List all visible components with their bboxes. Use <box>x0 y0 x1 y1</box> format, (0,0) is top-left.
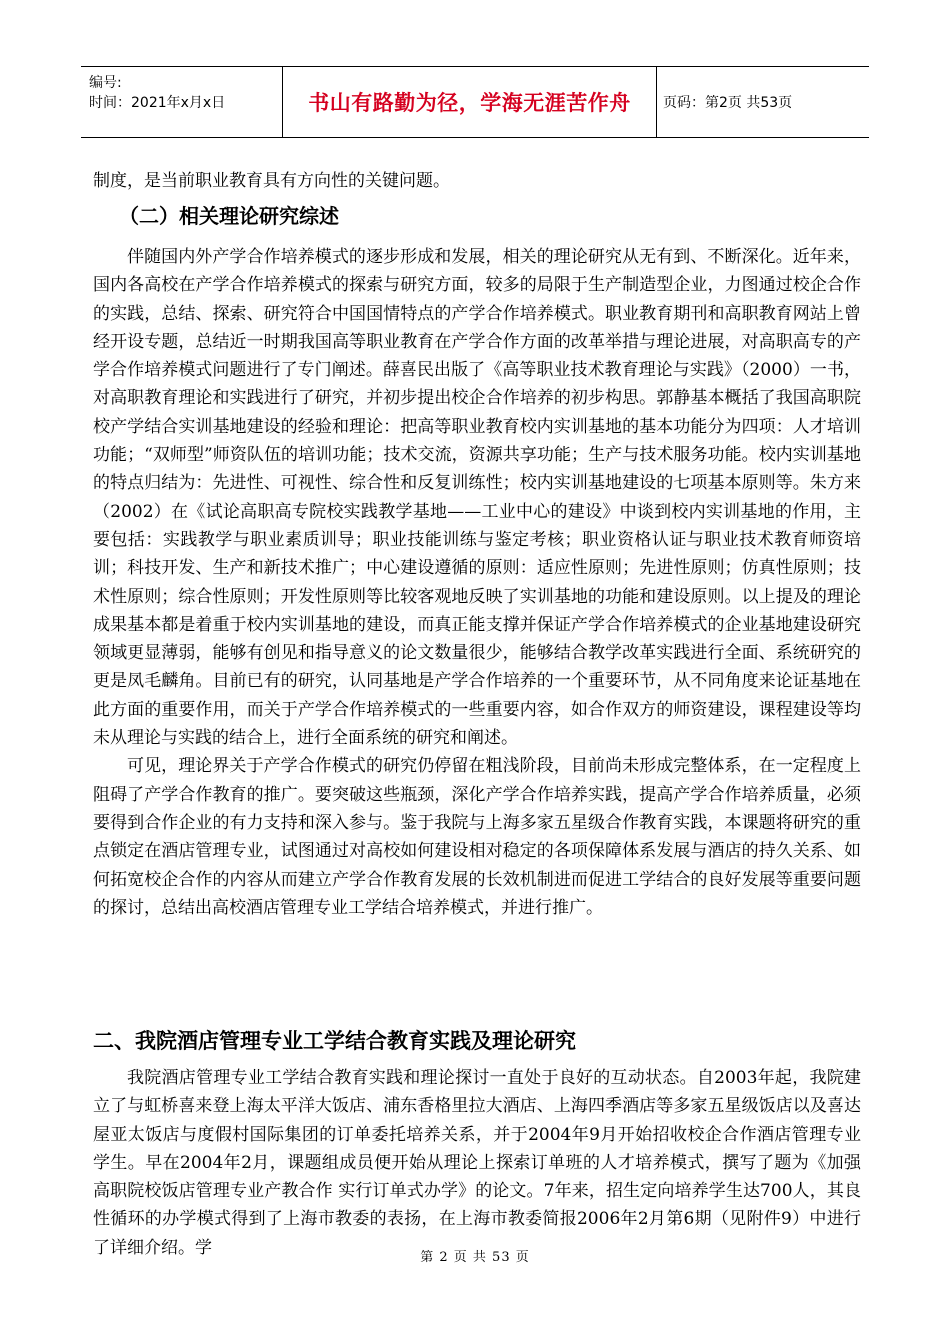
section-title: 二、我院酒店管理专业工学结合教育实践及理论研究 <box>93 1029 576 1053</box>
paragraph-conclusion: 可见，理论界关于产学合作模式的研究仍停留在粗浅阶段，目前尚未形成完整体系，在一定程度上阻碍了产学合作教育的推广。要突破这些瓶颈，深化产学合作培养实践，提高产学合作培养质量，必须要得到合作企业的有力支持和深入参与。鉴于我院与上海多家五星级合作教育实践，本课题将研究的重点锁定在酒店管理专业，试图通过对高校如何建设相对稳定的各项保障体系发展与酒店的持久关系、如何拓宽校企合作的内容从而建立产学合作教育发展的长效机制进而促进工学结合的良好发展等重要问题的探讨，总结出高校酒店管理专业工学结合培养模式，并进行推广。 <box>93 756 861 918</box>
paragraph-practice: 我院酒店管理专业工学结合教育实践和理论探讨一直处于良好的互动状态。自2003年起，我院建立了与虹桥喜来登上海太平洋大饭店、浦东香格里拉大酒店、上海四季酒店等多家五星级饭店以及喜达屋亚太饭店与度假村国际集团的订单委托培养关系，并于2004年9月开始招收校企合作酒店管理专业学生。早在2004年2月，课题组成员便开始从理论上探索订单班的人才培养模式，撰写了题为《加强高职院校饭店管理专业产教合作 实行订单式办学》的论文。7年来，招生定向培养学生达700人，其良性循环的办学模式得到了上海市教委的表扬，在上海市教委简报2006年2月第6期（见附件9）中进行了详细介绍。学 <box>93 1068 861 1258</box>
page-footer: 第 2 页 共 53 页 <box>420 1250 530 1265</box>
literature-review-block <box>93 243 861 922</box>
paragraph-continuation: 制度，是当前职业教育具有方向性的关键问题。 <box>93 171 450 191</box>
subsection-title: （二）相关理论研究综述 <box>119 204 339 228</box>
document-number-label: 编号: <box>89 75 122 91</box>
header-info-cell <box>81 67 283 137</box>
header-motto: 书山有路勤为径，学海无涯苦作舟 <box>283 67 657 137</box>
header-page-info: 页码：第2页 共53页 <box>663 95 793 111</box>
paragraph-literature-review: 伴随国内外产学合作培养模式的逐步形成和发展，相关的理论研究从无有到、不断深化。近年来，国内各高校在产学合作培养模式的探索与研究方面，较多的局限于生产制造型企业，力图通过校企合作的实践，总结、探索、研究符合中国国情特点的产学合作培养模式。职业教育期刊和高职教育网站上曾经开设专题，总结近一时期我国高等职业教育在产学合作方面的改革举措与理论进展，对高职高专的产学合作培养模式问题进行了专门阐述。薛喜民出版了《高等职业技术教育理论与实践》（2000）一书，对高职教育理论和实践进行了研究，并初步提出校企合作培养的初步构思。郭静基本概括了我国高职院校产学结合实训基地建设的经验和理论：把高等职业教育校内实训基地的基本功能分为四项：人才培训功能；“双师型”师资队伍的培训功能；技术交流，资源共享功能；生产与技术服务功能。校内实训基地的特点归结为：先进性、可视性、综合性和反复训练性；校内实训基地建设的七项基本原则等。朱方来（2002）在《试论高职高专院校实践教学基地——工业中心的建设》中谈到校内实训基地的作用，主要包括：实践教学与职业素质训导；职业技能训练与鉴定考核；职业资格认证与职业技术教育师资培训；科技开发、生产和新技术推广；中心建设遵循的原则：适应性原则；先进性原则；仿真性原则；技术性原则；综合性原则；开发性原则等比较客观地反映了实训基地的功能和建设原则。以上提及的理论成果基本都是着重于校内实训基地的建设，而真正能支撑并保证产学合作培养模式的企业基地建设研究领域更显薄弱，能够有创见和指导意义的论文数量很少，能够结合教学改革实践进行全面、系统研究的更是凤毛麟角。目前已有的研究，认同基地是产学合作培养的一个重要环节，从不同角度来论证基地在此方面的重要作用，而关于产学合作培养模式的一些重要内容，如合作双方的师资建设，课程建设等均未从理论与实践的结合上，进行全面系统的研究和阐述。 <box>93 247 861 749</box>
intro-paragraph-block <box>93 167 861 195</box>
section-heading-block <box>93 1025 861 1055</box>
document-time-label: 时间：2021年x月x日 <box>89 95 226 111</box>
subsection-heading-block <box>119 200 887 229</box>
practice-block <box>93 1064 861 1262</box>
header-table <box>81 66 869 138</box>
